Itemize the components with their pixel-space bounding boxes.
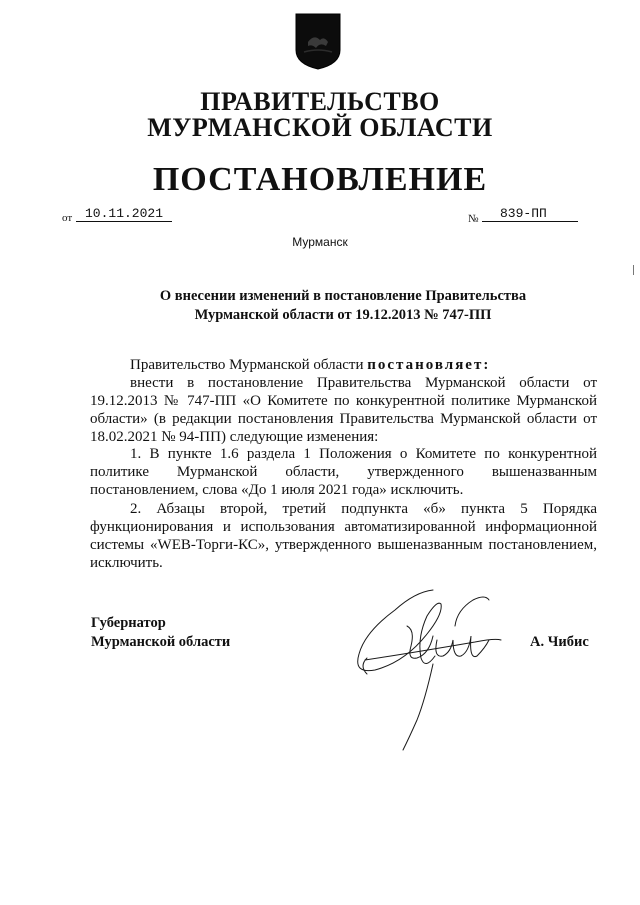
document-type-title: ПОСТАНОВЛЕНИЕ (152, 161, 488, 198)
main-paragraph: внести в постановление Правительства Мурманской области от 19.12.2013 № 747-ПП «О Комитете по конкурентной политике Мурманской области» (в редакции постановления Правительства Мурманской области от 18.02.2021 № 94-ПП) следующие изменения: (90, 375, 597, 445)
handwritten-signature-icon (345, 570, 505, 770)
subject-line1: О внесении изменений в постановление Правительства (159, 288, 527, 304)
date-prefix-label: от (62, 212, 73, 224)
government-title-line2: МУРМАНСКОЙ ОБЛАСТИ (147, 113, 493, 142)
number-prefix-label: № (468, 213, 479, 225)
list-item-1: 1. В пункте 1.6 раздела 1 Положения о Комитете по конкурентной политике Мурманской области, утвержденного вышеназванным постановлением, слова «До 1 июля 2021 года» исключить. (90, 446, 597, 498)
government-title-line1: ПРАВИТЕЛЬСТВО (200, 87, 440, 116)
signer-name: А. Чибис (530, 634, 589, 650)
signer-title-line1: Губернатор (91, 615, 166, 631)
list-item-2: 2. Абзацы второй, третий подпункта «б» пункта 5 Порядка функционирования и использования автоматизированной информационной системы «WEB-Торги-КС», утвержденного вышеназванным постановлением, исключить. (90, 501, 597, 571)
signer-title-line2: Мурманской области (91, 634, 231, 650)
coat-of-arms-icon (294, 12, 342, 70)
document-number: 839-ПП (482, 207, 578, 222)
intro-emphasis-text: постановляет: (367, 357, 491, 373)
intro-line (130, 356, 600, 374)
document-date: 10.11.2021 (76, 207, 172, 222)
intro-lead-text: Правительство Мурманской области (130, 357, 368, 373)
margin-mark (632, 262, 635, 272)
city-label: Мурманск (292, 235, 348, 249)
subject-line2: Мурманской области от 19.12.2013 № 747-ПП (194, 307, 492, 323)
